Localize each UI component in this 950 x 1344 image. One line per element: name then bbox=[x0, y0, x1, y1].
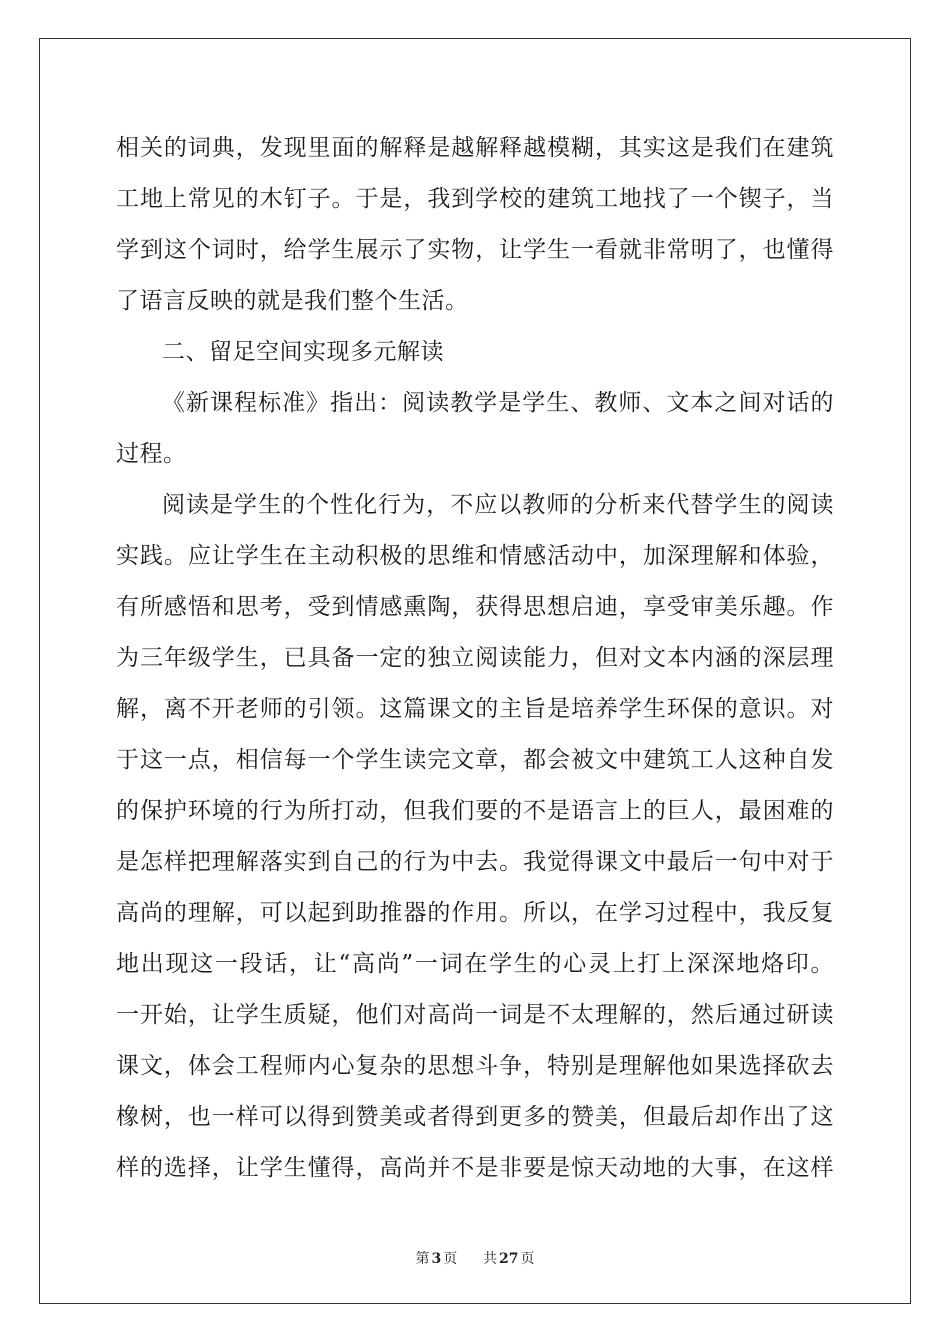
total-indicator bbox=[481, 1251, 536, 1267]
page-prefix: 第 bbox=[415, 1251, 430, 1267]
text-line: 橡树，也一样可以得到赞美或者得到更多的赞美，但最后却作出了这 bbox=[116, 1104, 834, 1130]
text-line: 实践。应让学生在主动积极的思维和情感活动中，加深理解和体验， bbox=[116, 543, 834, 569]
text-line: 的保护环境的行为所打动，但我们要的不是语言上的巨人，最困难的 bbox=[116, 798, 834, 824]
text-line: 解，离不开老师的引领。这篇课文的主旨是培养学生环保的意识。对 bbox=[116, 696, 834, 722]
text-line: 阅读是学生的个性化行为，不应以教师的分析来代替学生的阅读 bbox=[162, 492, 834, 518]
text-line: 《新课程标准》指出：阅读教学是学生、教师、文本之间对话的 bbox=[162, 390, 834, 416]
text-line: 一开始，让学生质疑，他们对高尚一词是不太理解的，然后通过研读 bbox=[116, 1002, 834, 1028]
text-line: 了语言反映的就是我们整个生活。 bbox=[116, 288, 469, 314]
text-line: 地出现这一段话，让“高尚”一词在学生的心灵上打上深深地烙印。 bbox=[116, 951, 834, 977]
text-line: 课文，体会工程师内心复杂的思想斗争，特别是理解他如果选择砍去 bbox=[116, 1053, 834, 1079]
text-line: 高尚的理解，可以起到助推器的作用。所以，在学习过程中，我反复 bbox=[116, 900, 834, 926]
total-suffix: 页 bbox=[520, 1251, 535, 1267]
text-line: 过程。 bbox=[116, 441, 187, 467]
page-footer bbox=[0, 1248, 950, 1268]
text-line: 相关的词典，发现里面的解释是越解释越模糊，其实这是我们在建筑 bbox=[116, 135, 834, 161]
page-indicator bbox=[413, 1251, 459, 1267]
text-line: 学到这个词时，给学生展示了实物，让学生一看就非常明了，也懂得 bbox=[116, 237, 834, 263]
section-heading: 二、留足空间实现多元解读 bbox=[162, 339, 444, 365]
total-prefix: 共 bbox=[483, 1251, 498, 1267]
text-line: 于这一点，相信每一个学生读完文章，都会被文中建筑工人这种自发 bbox=[116, 747, 834, 773]
text-line: 为三年级学生，已具备一定的独立阅读能力，但对文本内涵的深层理 bbox=[116, 645, 834, 671]
page-number: 3 bbox=[431, 1251, 442, 1267]
text-line: 有所感悟和思考，受到情感熏陶，获得思想启迪，享受审美乐趣。作 bbox=[116, 594, 834, 620]
text-line: 是怎样把理解落实到自己的行为中去。我觉得课文中最后一句中对于 bbox=[116, 849, 834, 875]
page-suffix: 页 bbox=[443, 1251, 458, 1267]
text-line: 工地上常见的木钉子。于是，我到学校的建筑工地找了一个锲子，当 bbox=[116, 186, 834, 212]
text-line: 样的选择，让学生懂得，高尚并不是非要是惊天动地的大事，在这样 bbox=[116, 1155, 834, 1181]
total-pages: 27 bbox=[499, 1251, 519, 1267]
document-body bbox=[116, 123, 834, 1194]
